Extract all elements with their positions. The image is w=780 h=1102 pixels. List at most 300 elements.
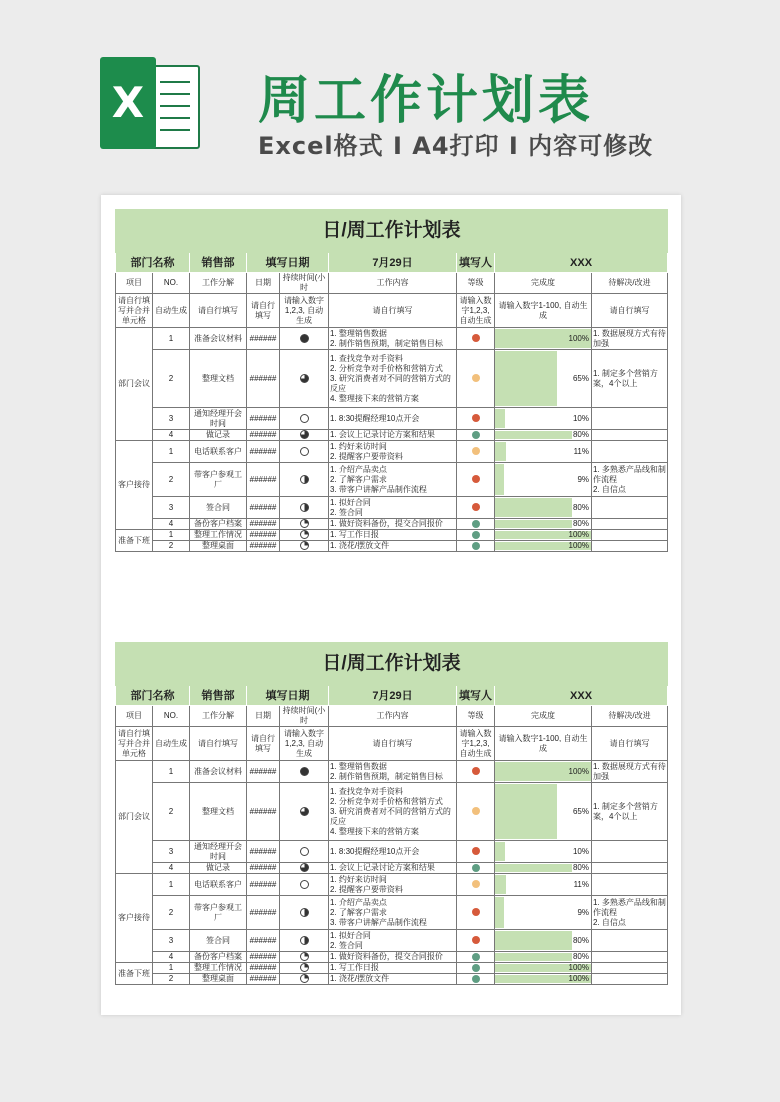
progress-value: 100%: [568, 530, 589, 539]
content-cell: [329, 963, 457, 974]
task-name: 整理工作情况: [190, 963, 247, 974]
progress-value: 9%: [577, 907, 589, 917]
progress-cell: [495, 408, 592, 430]
level-cell: [457, 408, 495, 430]
duration-cell: [280, 530, 329, 541]
progress-value: 11%: [573, 879, 589, 889]
content-line: 1. 约好来访时间: [330, 874, 387, 884]
column-header: 项目: [116, 706, 153, 727]
content-cell: [329, 350, 457, 408]
progress-value: 65%: [572, 806, 589, 816]
duration-cell: [280, 874, 329, 896]
date-value: 7月29日: [329, 686, 457, 706]
duration-cell: [280, 863, 329, 874]
content-cell: [329, 930, 457, 952]
table-row: [116, 863, 668, 874]
task-date: ######: [247, 519, 280, 530]
task-name: 带客户参观工厂: [190, 896, 247, 930]
date-label: 填写日期: [247, 253, 329, 273]
row-no: 2: [153, 463, 190, 497]
dept-label: 部门名称: [116, 686, 190, 706]
priority-dot-icon: [472, 964, 480, 972]
task-name: 做记录: [190, 430, 247, 441]
task-name: 备份客户档案: [190, 519, 247, 530]
column-header: 等级: [457, 273, 495, 294]
task-date: ######: [247, 896, 280, 930]
progress-cell: [495, 963, 592, 974]
priority-dot-icon: [472, 447, 480, 455]
task-name: 签合同: [190, 497, 247, 519]
column-hint: 请自行填写并合并单元格: [116, 727, 153, 761]
pending-cell: [592, 328, 668, 350]
level-cell: [457, 530, 495, 541]
group-name: 客户接待: [116, 874, 153, 963]
content-line: 4. 整理接下来的营销方案: [330, 393, 419, 403]
content-line: 1. 查找竞争对手资料: [330, 353, 403, 363]
table-row: [116, 930, 668, 952]
progress-value: 100%: [568, 974, 589, 983]
duration-pie-icon: [300, 863, 309, 872]
duration-pie-icon: [300, 530, 309, 539]
column-header: 工作内容: [329, 273, 457, 294]
pending-cell: [592, 963, 668, 974]
content-line: 3. 带客户讲解产品制作流程: [330, 484, 427, 494]
table-row: [116, 408, 668, 430]
table-row: [116, 974, 668, 985]
content-line: 1. 约好来访时间: [330, 441, 387, 451]
level-cell: [457, 783, 495, 841]
pending-cell: [592, 408, 668, 430]
duration-cell: [280, 974, 329, 985]
task-name: 做记录: [190, 863, 247, 874]
content-line: 1. 会议上记录讨论方案和结果: [330, 863, 435, 872]
content-cell: [329, 863, 457, 874]
content-line: 1. 拟好合同: [330, 930, 371, 940]
content-cell: [329, 463, 457, 497]
progress-value: 80%: [572, 952, 589, 961]
sheet-title: 日/周工作计划表: [116, 643, 668, 686]
content-line: 2. 制作销售预期，制定销售目标: [330, 338, 443, 348]
column-header: 工作分解: [190, 706, 247, 727]
row-no: 1: [153, 963, 190, 974]
pending-line: 1. 多熟悉产品线和制作流程: [593, 464, 666, 484]
column-header: 日期: [247, 273, 280, 294]
priority-dot-icon: [472, 531, 480, 539]
progress-value: 10%: [572, 846, 589, 856]
task-name: 电话联系客户: [190, 441, 247, 463]
level-cell: [457, 519, 495, 530]
progress-value: 10%: [572, 413, 589, 423]
column-hint: 请输入数字1,2,3, 自动生成: [280, 727, 329, 761]
content-line: 1. 8:30提醒经理10点开会: [330, 413, 420, 423]
sheet-title: 日/周工作计划表: [116, 210, 668, 253]
content-line: 1. 写工作日报: [330, 530, 379, 539]
row-no: 4: [153, 863, 190, 874]
duration-cell: [280, 463, 329, 497]
dept-value: 销售部: [190, 253, 247, 273]
level-cell: [457, 350, 495, 408]
task-date: ######: [247, 974, 280, 985]
progress-cell: [495, 497, 592, 519]
level-cell: [457, 761, 495, 783]
column-hint: 请输入数字1-100, 自动生成: [495, 727, 592, 761]
group-name: 客户接待: [116, 441, 153, 530]
work-plan-table: [115, 209, 668, 552]
content-line: 2. 制作销售预期，制定销售目标: [330, 771, 443, 781]
filler-label: 填写人: [457, 253, 495, 273]
content-cell: [329, 408, 457, 430]
table-row: [116, 463, 668, 497]
row-no: 1: [153, 761, 190, 783]
pending-cell: [592, 974, 668, 985]
progress-value: 11%: [573, 446, 589, 456]
duration-cell: [280, 541, 329, 552]
task-date: ######: [247, 328, 280, 350]
filler-value: XXX: [495, 253, 668, 273]
priority-dot-icon: [472, 503, 480, 511]
progress-cell: [495, 430, 592, 441]
duration-cell: [280, 408, 329, 430]
duration-cell: [280, 761, 329, 783]
column-hint: 请自行填写: [190, 727, 247, 761]
task-name: 准备会议材料: [190, 328, 247, 350]
duration-cell: [280, 896, 329, 930]
content-cell: [329, 783, 457, 841]
content-cell: [329, 530, 457, 541]
level-cell: [457, 497, 495, 519]
table-row: [116, 328, 668, 350]
progress-value: 80%: [572, 430, 589, 439]
date-value: 7月29日: [329, 253, 457, 273]
level-cell: [457, 463, 495, 497]
column-hint: 请输入数字1,2,3, 自动生成: [280, 294, 329, 328]
level-cell: [457, 896, 495, 930]
content-line: 1. 会议上记录讨论方案和结果: [330, 430, 435, 439]
work-plan-table: [115, 642, 668, 985]
task-date: ######: [247, 863, 280, 874]
plan-sheet-2: [115, 642, 667, 985]
content-line: 1. 8:30提醒经理10点开会: [330, 846, 420, 856]
progress-value: 100%: [568, 333, 589, 343]
progress-cell: [495, 863, 592, 874]
task-name: 带客户参观工厂: [190, 463, 247, 497]
level-cell: [457, 863, 495, 874]
pending-cell: [592, 874, 668, 896]
duration-cell: [280, 930, 329, 952]
pending-line: 1. 数据展现方式有待加强: [593, 761, 666, 781]
column-header: 待解决/改进: [592, 273, 668, 294]
pending-cell: [592, 952, 668, 963]
content-line: 2. 签合同: [330, 940, 363, 950]
priority-dot-icon: [472, 431, 480, 439]
task-name: 整理桌面: [190, 541, 247, 552]
content-line: 2. 了解客户需求: [330, 907, 387, 917]
group-name: 部门会议: [116, 328, 153, 441]
task-date: ######: [247, 441, 280, 463]
column-header: NO.: [153, 273, 190, 294]
column-header: 日期: [247, 706, 280, 727]
pending-cell: [592, 761, 668, 783]
content-cell: [329, 874, 457, 896]
column-hint: 请自行填写: [329, 727, 457, 761]
duration-pie-icon: [300, 430, 309, 439]
column-hint: 自动生成: [153, 294, 190, 328]
task-name: 整理桌面: [190, 974, 247, 985]
pending-cell: [592, 463, 668, 497]
task-date: ######: [247, 408, 280, 430]
column-hint: 请自行填写并合并单元格: [116, 294, 153, 328]
content-line: 2. 提醒客户要带资料: [330, 884, 403, 894]
content-cell: [329, 952, 457, 963]
progress-cell: [495, 952, 592, 963]
column-header: 待解决/改进: [592, 706, 668, 727]
progress-value: 9%: [577, 474, 589, 484]
content-cell: [329, 761, 457, 783]
duration-cell: [280, 350, 329, 408]
progress-cell: [495, 896, 592, 930]
duration-cell: [280, 430, 329, 441]
content-line: 2. 了解客户需求: [330, 474, 387, 484]
column-hint: 请自行填写: [592, 294, 668, 328]
progress-value: 80%: [572, 519, 589, 528]
duration-pie-icon: [300, 767, 309, 776]
logo-letter: X: [100, 57, 156, 149]
priority-dot-icon: [472, 880, 480, 888]
column-hint: 请自行填写: [247, 727, 280, 761]
column-hint: 请自行填写: [592, 727, 668, 761]
task-name: 整理文档: [190, 350, 247, 408]
content-cell: [329, 519, 457, 530]
column-header: 完成度: [495, 706, 592, 727]
duration-pie-icon: [300, 807, 309, 816]
content-cell: [329, 328, 457, 350]
table-row: [116, 952, 668, 963]
progress-cell: [495, 350, 592, 408]
task-name: 整理工作情况: [190, 530, 247, 541]
table-row: [116, 896, 668, 930]
content-cell: [329, 841, 457, 863]
priority-dot-icon: [472, 767, 480, 775]
progress-cell: [495, 841, 592, 863]
task-date: ######: [247, 952, 280, 963]
table-row: [116, 519, 668, 530]
content-line: 2. 分析竞争对手价格和营销方式: [330, 796, 443, 806]
task-date: ######: [247, 963, 280, 974]
column-header: 持续时间(小时: [280, 273, 329, 294]
level-cell: [457, 541, 495, 552]
column-hint: 请输入数字1-100, 自动生成: [495, 294, 592, 328]
duration-cell: [280, 963, 329, 974]
duration-cell: [280, 519, 329, 530]
table-row: [116, 841, 668, 863]
table-row: [116, 350, 668, 408]
priority-dot-icon: [472, 334, 480, 342]
task-date: ######: [247, 497, 280, 519]
task-name: 备份客户档案: [190, 952, 247, 963]
task-name: 电话联系客户: [190, 874, 247, 896]
content-cell: [329, 441, 457, 463]
content-cell: [329, 497, 457, 519]
column-header: 工作分解: [190, 273, 247, 294]
row-no: 3: [153, 497, 190, 519]
priority-dot-icon: [472, 847, 480, 855]
progress-value: 100%: [568, 963, 589, 972]
progress-cell: [495, 541, 592, 552]
progress-cell: [495, 530, 592, 541]
progress-value: 100%: [568, 541, 589, 550]
column-header: 工作内容: [329, 706, 457, 727]
row-no: 1: [153, 530, 190, 541]
duration-pie-icon: [300, 880, 309, 889]
plan-sheet-1: [115, 209, 667, 552]
column-hint: 自动生成: [153, 727, 190, 761]
progress-cell: [495, 930, 592, 952]
date-label: 填写日期: [247, 686, 329, 706]
duration-pie-icon: [300, 519, 309, 528]
row-no: 4: [153, 519, 190, 530]
duration-cell: [280, 841, 329, 863]
filler-value: XXX: [495, 686, 668, 706]
pending-cell: [592, 530, 668, 541]
task-date: ######: [247, 841, 280, 863]
pending-line: 1. 数据展现方式有待加强: [593, 328, 666, 348]
progress-value: 65%: [572, 373, 589, 383]
task-date: ######: [247, 430, 280, 441]
duration-pie-icon: [300, 541, 309, 550]
duration-cell: [280, 328, 329, 350]
priority-dot-icon: [472, 864, 480, 872]
progress-cell: [495, 328, 592, 350]
duration-cell: [280, 952, 329, 963]
level-cell: [457, 328, 495, 350]
progress-value: 80%: [572, 863, 589, 872]
pending-cell: [592, 541, 668, 552]
column-hint: 请自行填写: [190, 294, 247, 328]
pending-cell: [592, 519, 668, 530]
column-hint: 请输入数字1,2,3, 自动生成: [457, 727, 495, 761]
content-line: 2. 分析竞争对手价格和营销方式: [330, 363, 443, 373]
column-header: 持续时间(小时: [280, 706, 329, 727]
duration-pie-icon: [300, 847, 309, 856]
content-line: 1. 浇花/摆放文件: [330, 974, 390, 983]
row-no: 3: [153, 408, 190, 430]
content-line: 1. 介绍产品卖点: [330, 897, 387, 907]
task-date: ######: [247, 783, 280, 841]
table-row: [116, 963, 668, 974]
table-row: [116, 430, 668, 441]
progress-cell: [495, 874, 592, 896]
row-no: 3: [153, 930, 190, 952]
duration-pie-icon: [300, 952, 309, 961]
column-header: NO.: [153, 706, 190, 727]
print-paper: [101, 195, 681, 1015]
table-row: [116, 761, 668, 783]
content-line: 1. 做好资料备份，提交合同报价: [330, 952, 443, 961]
table-row: [116, 783, 668, 841]
level-cell: [457, 952, 495, 963]
progress-value: 80%: [572, 935, 589, 945]
duration-pie-icon: [300, 908, 309, 917]
priority-dot-icon: [472, 542, 480, 550]
level-cell: [457, 841, 495, 863]
row-no: 2: [153, 896, 190, 930]
column-hint: 请自行填写: [247, 294, 280, 328]
progress-cell: [495, 441, 592, 463]
content-line: 1. 写工作日报: [330, 963, 379, 972]
row-no: 1: [153, 328, 190, 350]
row-no: 2: [153, 541, 190, 552]
priority-dot-icon: [472, 475, 480, 483]
task-name: 通知经理开会时间: [190, 841, 247, 863]
pending-line: 1. 制定多个营销方案，4个以上: [593, 801, 658, 821]
duration-pie-icon: [300, 936, 309, 945]
duration-pie-icon: [300, 503, 309, 512]
group-name: 部门会议: [116, 761, 153, 874]
table-row: [116, 541, 668, 552]
progress-cell: [495, 519, 592, 530]
column-header: 等级: [457, 706, 495, 727]
content-cell: [329, 430, 457, 441]
column-header: 完成度: [495, 273, 592, 294]
table-row: [116, 530, 668, 541]
content-line: 2. 提醒客户要带资料: [330, 451, 403, 461]
priority-dot-icon: [472, 520, 480, 528]
task-date: ######: [247, 874, 280, 896]
task-date: ######: [247, 541, 280, 552]
content-line: 1. 整理销售数据: [330, 761, 387, 771]
level-cell: [457, 930, 495, 952]
pending-cell: [592, 783, 668, 841]
content-line: 3. 研究消费者对不同的营销方式的反应: [330, 373, 451, 393]
column-hint: 请输入数字1,2,3, 自动生成: [457, 294, 495, 328]
pending-cell: [592, 497, 668, 519]
excel-logo-icon: [100, 57, 198, 149]
table-row: [116, 497, 668, 519]
row-no: 2: [153, 350, 190, 408]
content-cell: [329, 541, 457, 552]
priority-dot-icon: [472, 975, 480, 983]
content-line: 1. 整理销售数据: [330, 328, 387, 338]
filler-label: 填写人: [457, 686, 495, 706]
column-hint: 请自行填写: [329, 294, 457, 328]
progress-cell: [495, 463, 592, 497]
progress-cell: [495, 974, 592, 985]
level-cell: [457, 441, 495, 463]
priority-dot-icon: [472, 807, 480, 815]
column-header: 项目: [116, 273, 153, 294]
row-no: 2: [153, 974, 190, 985]
task-date: ######: [247, 530, 280, 541]
row-no: 1: [153, 441, 190, 463]
duration-pie-icon: [300, 374, 309, 383]
pending-line: 2. 自信点: [593, 917, 626, 927]
dept-value: 销售部: [190, 686, 247, 706]
content-line: 1. 浇花/摆放文件: [330, 541, 390, 550]
priority-dot-icon: [472, 908, 480, 916]
priority-dot-icon: [472, 374, 480, 382]
content-line: 3. 研究消费者对不同的营销方式的反应: [330, 806, 451, 826]
pending-cell: [592, 896, 668, 930]
group-name: 准备下班: [116, 963, 153, 985]
task-name: 通知经理开会时间: [190, 408, 247, 430]
duration-pie-icon: [300, 334, 309, 343]
table-row: [116, 874, 668, 896]
pending-cell: [592, 441, 668, 463]
pending-line: 1. 多熟悉产品线和制作流程: [593, 897, 666, 917]
duration-pie-icon: [300, 963, 309, 972]
task-date: ######: [247, 350, 280, 408]
progress-value: 100%: [568, 766, 589, 776]
